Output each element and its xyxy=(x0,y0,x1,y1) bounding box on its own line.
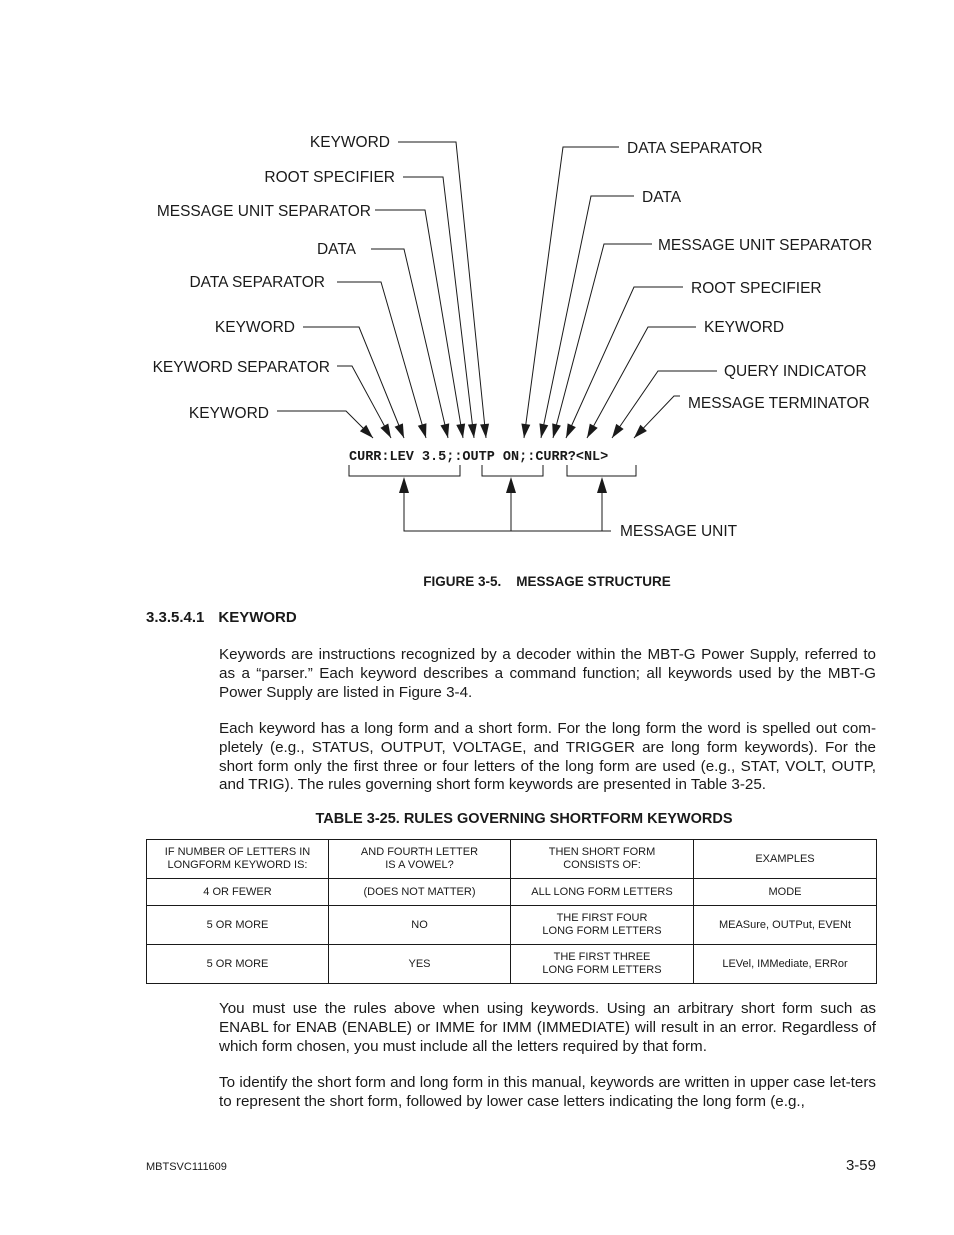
command-string: CURR:LEV 3.5;:OUTP ON;:CURR?<NL> xyxy=(349,450,609,465)
message-unit-connector xyxy=(404,492,611,531)
leader-r-keyword xyxy=(587,327,696,438)
paragraph-2: Each keyword has a long form and a short form. For the long form the word is spelled out com-pletely (e.g., STATUS, OUTPUT, VOLTAGE, and TRIGGER are long form keywords). For the short form only the first three or four letters of the long form are used (e.g., STAT, VOLT, OUTP, and TRIG). The rules governing short form keywords are presented in Table 3-25. xyxy=(219,720,876,794)
label-right-message-terminator: MESSAGE TERMINATOR xyxy=(688,395,870,412)
table-cell: NO xyxy=(329,906,511,945)
paragraph-1: Keywords are instructions recognized by a decoder within the MBT-G Power Supply, referred to as a “parser.” Each keyword describes a command function; all keywords used by the MBT-G Power Supply are listed in Figure 3-4. xyxy=(219,646,876,701)
label-right-data-separator: DATA SEPARATOR xyxy=(627,140,763,157)
paragraph-3: You must use the rules above when using keywords. Using an arbitrary short form such as ENABL for ENAB (ENABLE) or IMME for IMM (IMMEDIATE) will result in an error. Regardless of which form chosen, you must include all the letters required by that form. xyxy=(219,1000,876,1055)
label-right-message-unit-separator: MESSAGE UNIT SEPARATOR xyxy=(658,237,873,254)
arrowhead-r-data xyxy=(539,423,548,438)
table-cell: MODE xyxy=(694,879,877,906)
leader-keyword-3 xyxy=(277,411,373,438)
table-cell: THE FIRST THREE LONG FORM LETTERS xyxy=(511,945,694,984)
arrowheads xyxy=(360,423,647,438)
table-header-cell: EXAMPLES xyxy=(694,840,877,879)
table-header-cell: THEN SHORT FORM CONSISTS OF: xyxy=(511,840,694,879)
arrow-up-unit-3 xyxy=(597,477,607,493)
arrowhead-r-data-separator xyxy=(521,424,530,438)
document-id: MBTSVC111609 xyxy=(146,1161,227,1173)
bracket-unit-3 xyxy=(567,465,636,476)
table-header-row xyxy=(147,840,877,879)
label-right-root-specifier: ROOT SPECIFIER xyxy=(691,280,822,297)
bracket-unit-2 xyxy=(482,465,543,476)
arrowhead-r-message-unit-separator xyxy=(552,423,561,438)
table-header-cell: AND FOURTH LETTER IS A VOWEL? xyxy=(329,840,511,879)
table-cell: THE FIRST FOUR LONG FORM LETTERS xyxy=(511,906,694,945)
message-structure-diagram xyxy=(0,0,954,560)
table-cell: (DOES NOT MATTER) xyxy=(329,879,511,906)
leader-data-separator xyxy=(337,282,426,438)
label-left-keyword-1: KEYWORD xyxy=(309,134,390,151)
arrow-up-unit-2 xyxy=(506,477,516,493)
table-row xyxy=(147,879,877,906)
leader-keyword-1 xyxy=(398,142,486,438)
arrowhead-message-unit-separator xyxy=(456,423,465,438)
section-heading xyxy=(146,609,297,626)
arrowhead-root-specifier xyxy=(468,424,477,438)
label-right-query-indicator: QUERY INDICATOR xyxy=(724,363,867,380)
section-number: 3.3.5.4.1 xyxy=(146,609,205,626)
page-number: 3-59 xyxy=(845,1157,876,1174)
arrow-up-unit-1 xyxy=(399,477,409,493)
figure-caption xyxy=(0,574,954,589)
table-cell: MEASure, OUTPut, EVENt xyxy=(694,906,877,945)
label-left-message-unit-separator: MESSAGE UNIT SEPARATOR xyxy=(156,203,371,220)
arrowhead-r-root-specifier xyxy=(566,423,576,438)
leader-keyword-2 xyxy=(303,327,404,438)
label-right-keyword: KEYWORD xyxy=(704,319,785,336)
arrowhead-data xyxy=(440,423,449,438)
label-left-root-specifier: ROOT SPECIFIER xyxy=(264,169,395,186)
table-row xyxy=(147,945,877,984)
paragraph-4: To identify the short form and long form in this manual, keywords are written in upper case let-ters to represent the short form, followed by lower case letters indicating the long form (e.g., xyxy=(219,1074,876,1110)
table-cell: 5 OR MORE xyxy=(147,906,329,945)
arrowhead-data-separator xyxy=(418,423,427,438)
label-message-unit: MESSAGE UNIT xyxy=(620,523,738,540)
figure-caption-title: MESSAGE STRUCTURE xyxy=(516,574,671,589)
label-left-keyword-2: KEYWORD xyxy=(214,319,295,336)
figure-caption-number: FIGURE 3-5. xyxy=(423,574,502,589)
table-cell: 5 OR MORE xyxy=(147,945,329,984)
table-cell: 4 OR FEWER xyxy=(147,879,329,906)
table-header-cell: IF NUMBER OF LETTERS IN LONGFORM KEYWORD IS: xyxy=(147,840,329,879)
label-left-keyword-separator: KEYWORD SEPARATOR xyxy=(152,359,330,376)
leader-message-unit-separator xyxy=(375,210,463,438)
label-left-data: DATA xyxy=(316,241,356,258)
arrowhead-keyword-2 xyxy=(395,423,404,438)
table-cell: LEVel, IMMediate, ERRor xyxy=(694,945,877,984)
leader-r-root-specifier xyxy=(566,287,683,438)
table-caption: TABLE 3-25. RULES GOVERNING SHORTFORM KEYWORDS xyxy=(315,811,733,827)
arrowhead-r-query-indicator xyxy=(612,424,624,438)
section-title: KEYWORD xyxy=(218,609,297,626)
table-cell: ALL LONG FORM LETTERS xyxy=(511,879,694,906)
table-row xyxy=(147,906,877,945)
label-left-data-separator: DATA SEPARATOR xyxy=(189,274,325,291)
arrowhead-r-keyword xyxy=(587,424,598,438)
arrowhead-keyword-separator xyxy=(380,424,391,438)
table-cell: YES xyxy=(329,945,511,984)
rules-table xyxy=(146,839,877,984)
arrowhead-keyword-1 xyxy=(480,424,489,438)
bracket-unit-1 xyxy=(349,465,460,476)
label-left-keyword-3: KEYWORD xyxy=(188,405,269,422)
label-right-data: DATA xyxy=(642,189,682,206)
